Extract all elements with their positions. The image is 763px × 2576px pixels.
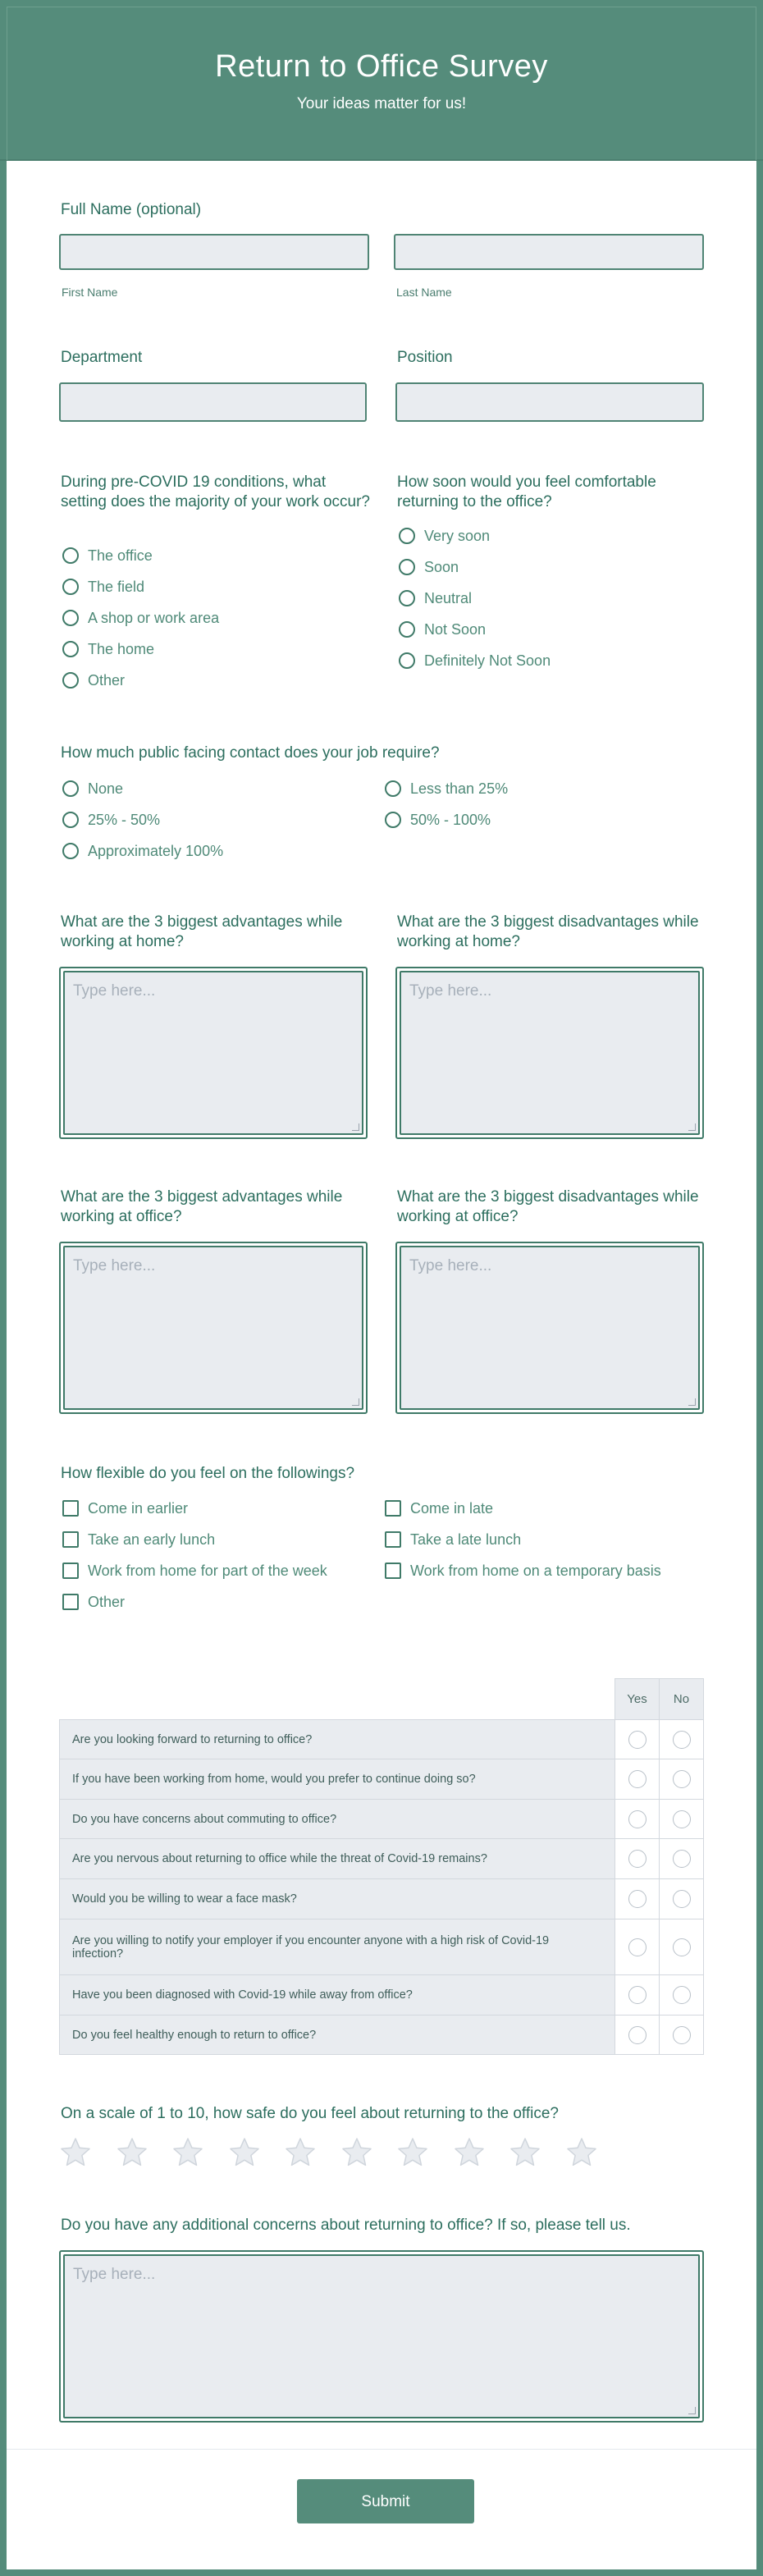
position-input[interactable] [395, 382, 704, 422]
last-name-input[interactable] [394, 234, 704, 270]
department-label: Department [61, 349, 143, 366]
star-icon[interactable] [284, 2136, 340, 2169]
flexibility-option[interactable]: Come in earlier [62, 1498, 188, 1519]
star-icon[interactable] [59, 2136, 116, 2169]
matrix-column-no: No [660, 1679, 704, 1720]
radio-button[interactable] [399, 621, 415, 638]
table-row [60, 1720, 704, 1759]
matrix-question: If you have been working from home, would you prefer to continue doing so? [60, 1759, 615, 1800]
form-title: Return to Office Survey [215, 49, 548, 84]
textarea-field[interactable] [63, 1246, 363, 1410]
position-label: Position [397, 349, 453, 366]
star-icon[interactable] [453, 2136, 509, 2169]
work-setting-option[interactable]: A shop or work area [62, 607, 219, 629]
table-row [60, 2016, 704, 2055]
radio-button[interactable] [62, 843, 79, 859]
submit-button[interactable]: Submit [297, 2479, 474, 2523]
star-icon[interactable] [340, 2136, 397, 2169]
checkbox[interactable] [62, 1531, 79, 1548]
safety-scale-question: On a scale of 1 to 10, how safe do you feel about returning to the office? [61, 2105, 559, 2122]
textarea-field[interactable] [400, 971, 700, 1135]
public-contact-question: How much public facing contact does your job require? [61, 744, 440, 762]
flexibility-option[interactable]: Work from home on a temporary basis [385, 1560, 661, 1581]
matrix-radio-no[interactable] [673, 1770, 691, 1788]
matrix-radio-no[interactable] [673, 1850, 691, 1868]
contact-option[interactable]: None [62, 778, 123, 799]
matrix-radio-yes[interactable] [628, 1770, 646, 1788]
office-advantages-textarea[interactable] [59, 1242, 368, 1414]
resize-handle-icon[interactable] [352, 1123, 359, 1131]
textarea-field[interactable] [63, 971, 363, 1135]
table-row [60, 1879, 704, 1919]
matrix-question: Do you feel healthy enough to return to office? [60, 2016, 615, 2055]
resize-handle-icon[interactable] [688, 1398, 696, 1406]
flexibility-option[interactable]: Work from home for part of the week [62, 1560, 327, 1581]
home-disadvantages-textarea[interactable] [395, 967, 704, 1139]
comfort-question: How soon would you feel comfortable returning to the office? [397, 474, 656, 510]
contact-option[interactable]: Approximately 100% [62, 840, 223, 862]
comfort-option[interactable]: Neutral [399, 588, 472, 609]
matrix-corner [60, 1679, 615, 1720]
work-setting-option[interactable]: The field [62, 576, 144, 597]
matrix-radio-yes[interactable] [628, 1731, 646, 1749]
matrix-radio-yes[interactable] [628, 2026, 646, 2044]
radio-button[interactable] [385, 812, 401, 828]
checkbox[interactable] [62, 1563, 79, 1579]
matrix-question: Are you willing to notify your employer if you encounter anyone with a high risk of Covid-19 infection? [60, 1919, 615, 1975]
contact-option[interactable]: 25% - 50% [62, 809, 160, 830]
comfort-option[interactable]: Very soon [399, 525, 490, 547]
additional-concerns-question: Do you have any additional concerns about returning to office? If so, please tell us. [61, 2217, 631, 2234]
office-disadvantages-textarea[interactable] [395, 1242, 704, 1414]
flexibility-option[interactable]: Come in late [385, 1498, 493, 1519]
home-advantages-question: What are the 3 biggest advantages while working at home? [61, 913, 343, 950]
last-name-sublabel: Last Name [396, 286, 452, 299]
resize-handle-icon[interactable] [688, 1123, 696, 1131]
radio-button[interactable] [399, 559, 415, 575]
radio-button[interactable] [62, 641, 79, 657]
yes-no-matrix [59, 1678, 704, 2055]
comfort-option[interactable]: Not Soon [399, 619, 486, 640]
flexibility-option[interactable]: Take a late lunch [385, 1529, 521, 1550]
star-icon[interactable] [116, 2136, 172, 2169]
radio-button[interactable] [385, 780, 401, 797]
star-icon[interactable] [565, 2136, 622, 2169]
radio-button[interactable] [62, 547, 79, 564]
matrix-radio-yes[interactable] [628, 1938, 646, 1956]
radio-button[interactable] [399, 652, 415, 669]
checkbox[interactable] [385, 1563, 401, 1579]
checkbox[interactable] [62, 1500, 79, 1517]
checkbox[interactable] [385, 1531, 401, 1548]
matrix-radio-yes[interactable] [628, 1850, 646, 1868]
office-advantages-question: What are the 3 biggest advantages while working at office? [61, 1188, 343, 1225]
matrix-question: Are you looking forward to returning to office? [60, 1720, 615, 1759]
textarea-placeholder: Type here... [409, 982, 492, 1000]
matrix-radio-no[interactable] [673, 2026, 691, 2044]
radio-button[interactable] [62, 780, 79, 797]
flexibility-option[interactable]: Take an early lunch [62, 1529, 215, 1550]
matrix-radio-yes[interactable] [628, 1986, 646, 2004]
comfort-option[interactable]: Soon [399, 556, 459, 578]
contact-option[interactable]: Less than 25% [385, 778, 508, 799]
additional-concerns-textarea[interactable] [59, 2250, 704, 2423]
flexibility-question: How flexible do you feel on the followings? [61, 1465, 355, 1482]
matrix-radio-no[interactable] [673, 1986, 691, 2004]
office-disadvantages-question: What are the 3 biggest disadvantages while working at office? [397, 1188, 699, 1225]
radio-button[interactable] [62, 610, 79, 626]
matrix-radio-no[interactable] [673, 1938, 691, 1956]
star-icon[interactable] [396, 2136, 453, 2169]
form-header [0, 0, 763, 161]
matrix-radio-no[interactable] [673, 1731, 691, 1749]
home-advantages-textarea[interactable] [59, 967, 368, 1139]
textarea-placeholder: Type here... [73, 2266, 156, 2283]
star-icon[interactable] [509, 2136, 565, 2169]
matrix-question: Are you nervous about returning to office while the threat of Covid-19 remains? [60, 1839, 615, 1879]
footer-divider [7, 2449, 756, 2450]
textarea-placeholder: Type here... [73, 982, 156, 1000]
star-icon[interactable] [171, 2136, 228, 2169]
work-setting-question: During pre-COVID 19 conditions, what setting does the majority of your work occur? [61, 474, 371, 510]
resize-handle-icon[interactable] [352, 1398, 359, 1406]
first-name-sublabel: First Name [62, 286, 118, 299]
work-setting-option[interactable]: The office [62, 545, 153, 566]
textarea-field[interactable] [400, 1246, 700, 1410]
home-disadvantages-question: What are the 3 biggest disadvantages while working at home? [397, 913, 699, 950]
matrix-radio-yes[interactable] [628, 1890, 646, 1908]
table-row [60, 1975, 704, 2016]
matrix-column-yes: Yes [615, 1679, 660, 1720]
radio-button[interactable] [62, 672, 79, 689]
star-icon[interactable] [228, 2136, 285, 2169]
matrix-radio-yes[interactable] [628, 1810, 646, 1828]
radio-button[interactable] [399, 590, 415, 606]
radio-button[interactable] [399, 528, 415, 544]
matrix-question: Have you been diagnosed with Covid-19 while away from office? [60, 1975, 615, 2016]
work-setting-option[interactable]: Other [62, 670, 125, 691]
textarea-placeholder: Type here... [409, 1257, 492, 1274]
department-input[interactable] [59, 382, 367, 422]
table-row [60, 1800, 704, 1839]
radio-button[interactable] [62, 579, 79, 595]
matrix-header-row [60, 1679, 704, 1720]
table-row [60, 1919, 704, 1975]
contact-option[interactable]: 50% - 100% [385, 809, 491, 830]
star-rating [59, 2136, 621, 2169]
first-name-input[interactable] [59, 234, 369, 270]
checkbox[interactable] [385, 1500, 401, 1517]
textarea-placeholder: Type here... [73, 1257, 156, 1274]
table-row [60, 1839, 704, 1879]
flexibility-option[interactable]: Other [62, 1591, 125, 1613]
radio-button[interactable] [62, 812, 79, 828]
comfort-option[interactable]: Definitely Not Soon [399, 650, 551, 671]
textarea-field[interactable] [63, 2254, 700, 2418]
checkbox[interactable] [62, 1594, 79, 1610]
matrix-question: Do you have concerns about commuting to office? [60, 1800, 615, 1839]
matrix-radio-no[interactable] [673, 1810, 691, 1828]
full-name-label: Full Name (optional) [61, 201, 202, 218]
matrix-question: Would you be willing to wear a face mask? [60, 1879, 615, 1919]
resize-handle-icon[interactable] [688, 2407, 696, 2414]
table-row [60, 1759, 704, 1800]
form-subtitle: Your ideas matter for us! [296, 95, 467, 112]
matrix-radio-no[interactable] [673, 1890, 691, 1908]
work-setting-option[interactable]: The home [62, 638, 154, 660]
